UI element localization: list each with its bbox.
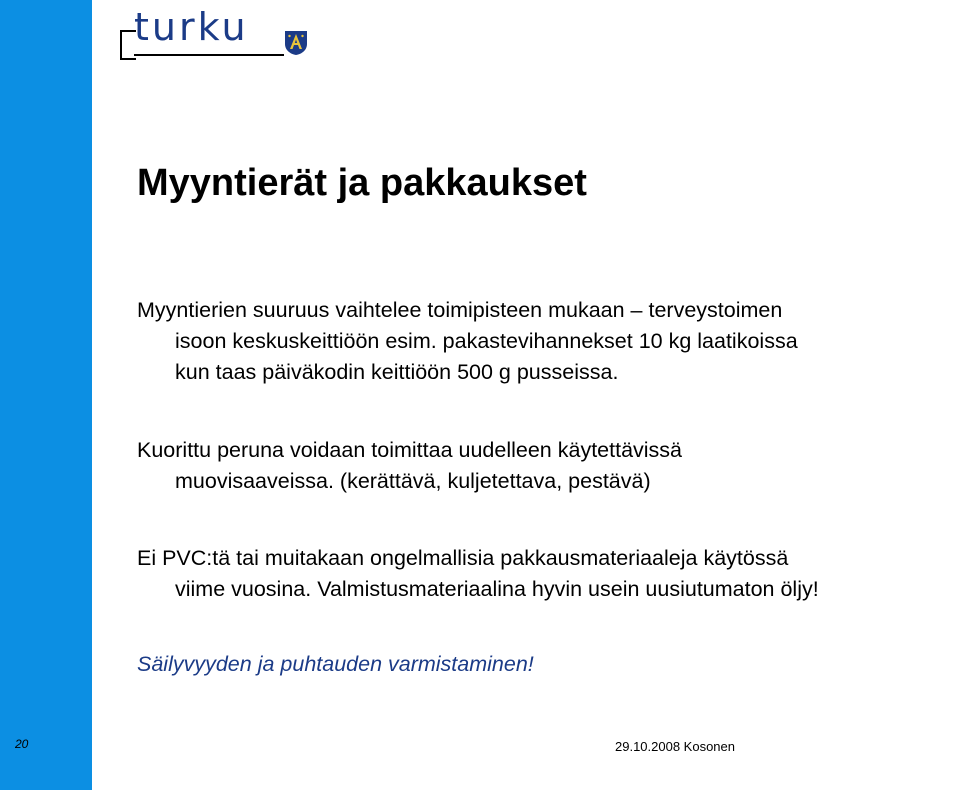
paragraph-reusable-containers: [137, 435, 682, 497]
paragraph-line: kun taas päiväkodin keittiöön 500 g pusseissa.: [175, 360, 619, 384]
paragraph-line: Myyntierien suuruus vaihtelee toimipisteen mukaan – terveystoimen: [137, 298, 783, 322]
slide-title: Myyntierät ja pakkaukset: [137, 162, 587, 204]
logo-text: turku: [134, 5, 249, 49]
footer-date-author: 29.10.2008 Kosonen: [615, 739, 735, 754]
paragraph-line: isoon keskuskeittiöön esim. pakastevihannekset 10 kg laatikoissa: [175, 329, 798, 353]
page-number: 20: [15, 737, 29, 751]
paragraph-line: viime vuosina. Valmistusmateriaalina hyvin usein uusiutumaton öljy!: [175, 577, 819, 601]
side-accent-bar: [0, 0, 92, 790]
paragraph-line: Kuorittu peruna voidaan toimittaa uudelleen käytettävissä: [137, 438, 683, 462]
logo-underline: [134, 54, 284, 56]
paragraph-batch-sizes: [137, 295, 798, 388]
paragraph-packaging-materials: [137, 543, 819, 605]
paragraph-line: muovisaaveissa. (kerättävä, kuljetettava, pestävä): [175, 469, 651, 493]
highlight-text: Säilyvyyden ja puhtauden varmistaminen!: [137, 652, 534, 676]
coat-of-arms-icon: [284, 30, 308, 56]
turku-logo: [120, 5, 310, 60]
paragraph-line: Ei PVC:tä tai muitakaan ongelmallisia pakkausmateriaaleja käytössä: [137, 546, 789, 570]
